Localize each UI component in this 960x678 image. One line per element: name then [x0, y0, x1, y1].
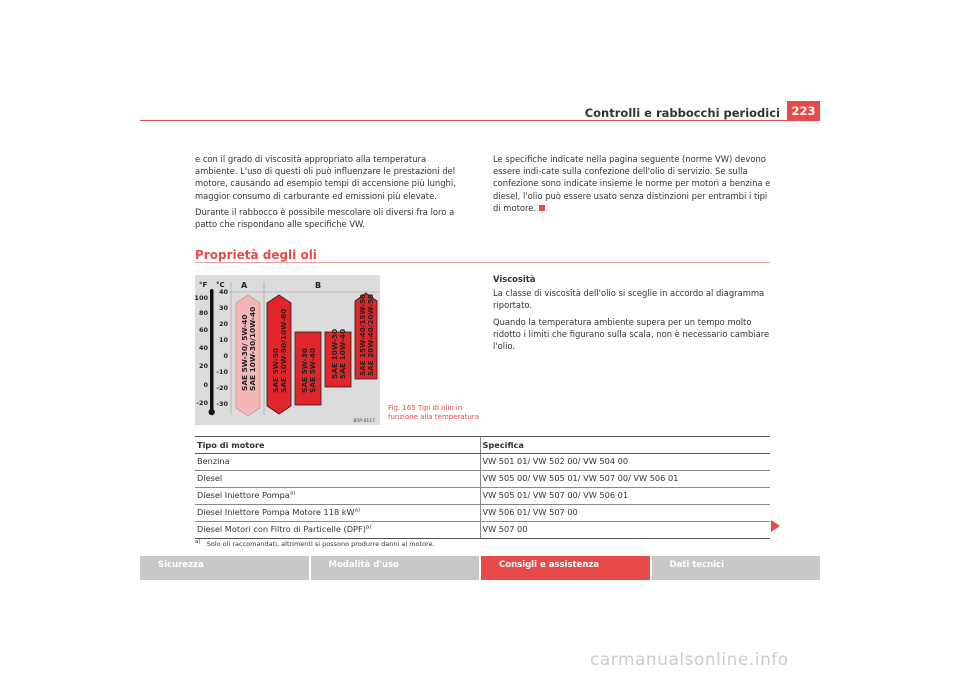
footer-nav [140, 556, 820, 580]
cell-text: Diesel Iniettore Pompa [197, 490, 290, 500]
footnote-text: Solo oli raccomandati, altrimenti si possono produrre danni al motore. [206, 540, 435, 549]
figure-code: B5P-0117 [353, 419, 375, 424]
watermark: carmanualsonline.info [590, 650, 789, 670]
bar-label: SAE 10W-30/10W-40 [248, 306, 257, 391]
column-a-label: A [241, 281, 248, 290]
column-header: Tipo di motore [195, 437, 480, 454]
bar-label: SAE 10W-30 [330, 328, 339, 379]
column-b-label: B [315, 281, 322, 290]
paragraph: La classe di viscosità dell'olio si sceglie in accordo al diagramma riportato. [493, 288, 765, 311]
footnote [195, 539, 435, 548]
caption-line: funzione alla temperatura [388, 413, 480, 421]
f-tick: 60 [198, 326, 208, 334]
running-header-title: Controlli e rabbocchi periodici [584, 106, 780, 120]
f-tick: -20 [196, 399, 208, 407]
spec-cell: VW 505 01/ VW 507 00/ VW 506 01 [480, 488, 770, 505]
engine-type-cell [195, 454, 480, 471]
bar-label: SAE 15W-40/15W-50 [358, 294, 367, 376]
bar-label: SAE 20W-40/20W-50 [366, 294, 375, 376]
cell-text: Diesel Iniettore Pompa Motore 118 kW [197, 507, 355, 517]
spec-cell: VW 501 01/ VW 502 00/ VW 504 00 [480, 454, 770, 471]
viscosity-text [493, 273, 771, 356]
text-column-left [195, 153, 470, 234]
bar-label: SAE 10W-40 [338, 328, 347, 379]
cell-text: Diesel Motori con Filtro di Particelle (DPF) [197, 524, 366, 534]
bar-label: SAE 5W-50 [271, 348, 280, 393]
tab-dati-tecnici[interactable]: Dati tecnici [652, 556, 821, 580]
bar-label: SAE 5W-30 [300, 348, 309, 393]
cell-text: Benzina [197, 456, 230, 466]
bar-label: SAE 5W-30/ 5W-40 [240, 314, 249, 391]
f-tick: 80 [198, 309, 208, 317]
paragraph: Durante il rabbocco è possibile mescolare oli diversi fra loro a patto che rispondano alle specifiche VW. [195, 206, 455, 230]
unit-f-label: °F [199, 281, 208, 289]
bar-label: SAE 5W-40 [308, 348, 317, 393]
paragraph [493, 153, 771, 214]
viscosity-chart [195, 275, 380, 425]
c-tick: 20 [218, 320, 228, 328]
footnote-ref: a) [365, 524, 372, 531]
section-rule [195, 262, 770, 263]
bar-label: SAE 10W-50/10W-60 [279, 308, 288, 393]
table-row [195, 471, 770, 488]
engine-type-cell [195, 522, 480, 539]
c-tick: 10 [218, 336, 228, 344]
paragraph: e con il grado di viscosità appropriato alla temperatura ambiente. L'uso di questi oli può influenzare le prestazioni del motore, causando ad esempio tempi di accensione più lunghi, maggior consumo di carburante ed emissioni più elevate. [195, 154, 456, 201]
spec-cell: VW 505 00/ VW 505 01/ VW 507 00/ VW 506 01 [480, 471, 770, 488]
tab-modalita-uso[interactable]: Modalità d'uso [311, 556, 480, 580]
engine-type-cell [195, 488, 480, 505]
viscosity-chart-figure [195, 275, 380, 425]
table-row [195, 454, 770, 471]
table-row [195, 488, 770, 505]
column-header: Specifica [480, 437, 770, 454]
end-of-section-icon [539, 205, 545, 211]
table-row [195, 522, 770, 539]
section-title: Proprietà degli oli [195, 248, 317, 262]
unit-c-label: °C [216, 281, 225, 289]
c-tick: 0 [223, 352, 228, 360]
c-tick: -30 [216, 400, 228, 408]
figure-caption [388, 404, 483, 422]
paragraph-text: Le specifiche indicate nella pagina seguente (norme VW) devono essere indi-cate sulla confezione dell'olio di servizio. Se sulla confezione sono indicate insieme le norme per motori a benzina e diesel, l'olio può essere usato senza distinzioni per entrambi i tipi di motore. [493, 154, 771, 213]
f-tick: 20 [198, 362, 208, 370]
f-tick: 100 [195, 294, 208, 302]
f-tick: 40 [198, 344, 208, 352]
footnote-ref: a) [354, 507, 361, 514]
c-tick: -20 [216, 384, 228, 392]
table-row [195, 505, 770, 522]
table-header-row [195, 437, 770, 454]
c-tick: 30 [218, 304, 228, 312]
c-tick: 40 [218, 288, 228, 296]
c-tick: -10 [216, 368, 228, 376]
footnote-ref: a) [289, 490, 296, 497]
header-rule [140, 120, 820, 121]
cell-text: Diesel [197, 473, 223, 483]
spec-cell: VW 506 01/ VW 507 00 [480, 505, 770, 522]
page-number: 223 [787, 101, 820, 121]
caption-line: Fig. 165 Tipi di olio in [388, 404, 463, 412]
tab-sicurezza[interactable]: Sicurezza [140, 556, 309, 580]
engine-type-cell [195, 471, 480, 488]
tab-consigli-assistenza[interactable]: Consigli e assistenza [481, 556, 650, 580]
spec-cell: VW 507 00 [480, 522, 770, 539]
engine-type-cell [195, 505, 480, 522]
footnote-mark: a) [195, 539, 201, 545]
subheading: Viscosità [493, 274, 536, 284]
engine-oil-spec-table [195, 436, 770, 539]
f-tick: 0 [203, 381, 208, 389]
paragraph: Quando la temperatura ambiente supera per un tempo molto ridotto i limiti che figurano sulla scala, non è necessario cambiare l'olio. [493, 316, 770, 352]
next-page-arrow-icon[interactable] [771, 520, 780, 532]
text-column-right [493, 153, 771, 218]
